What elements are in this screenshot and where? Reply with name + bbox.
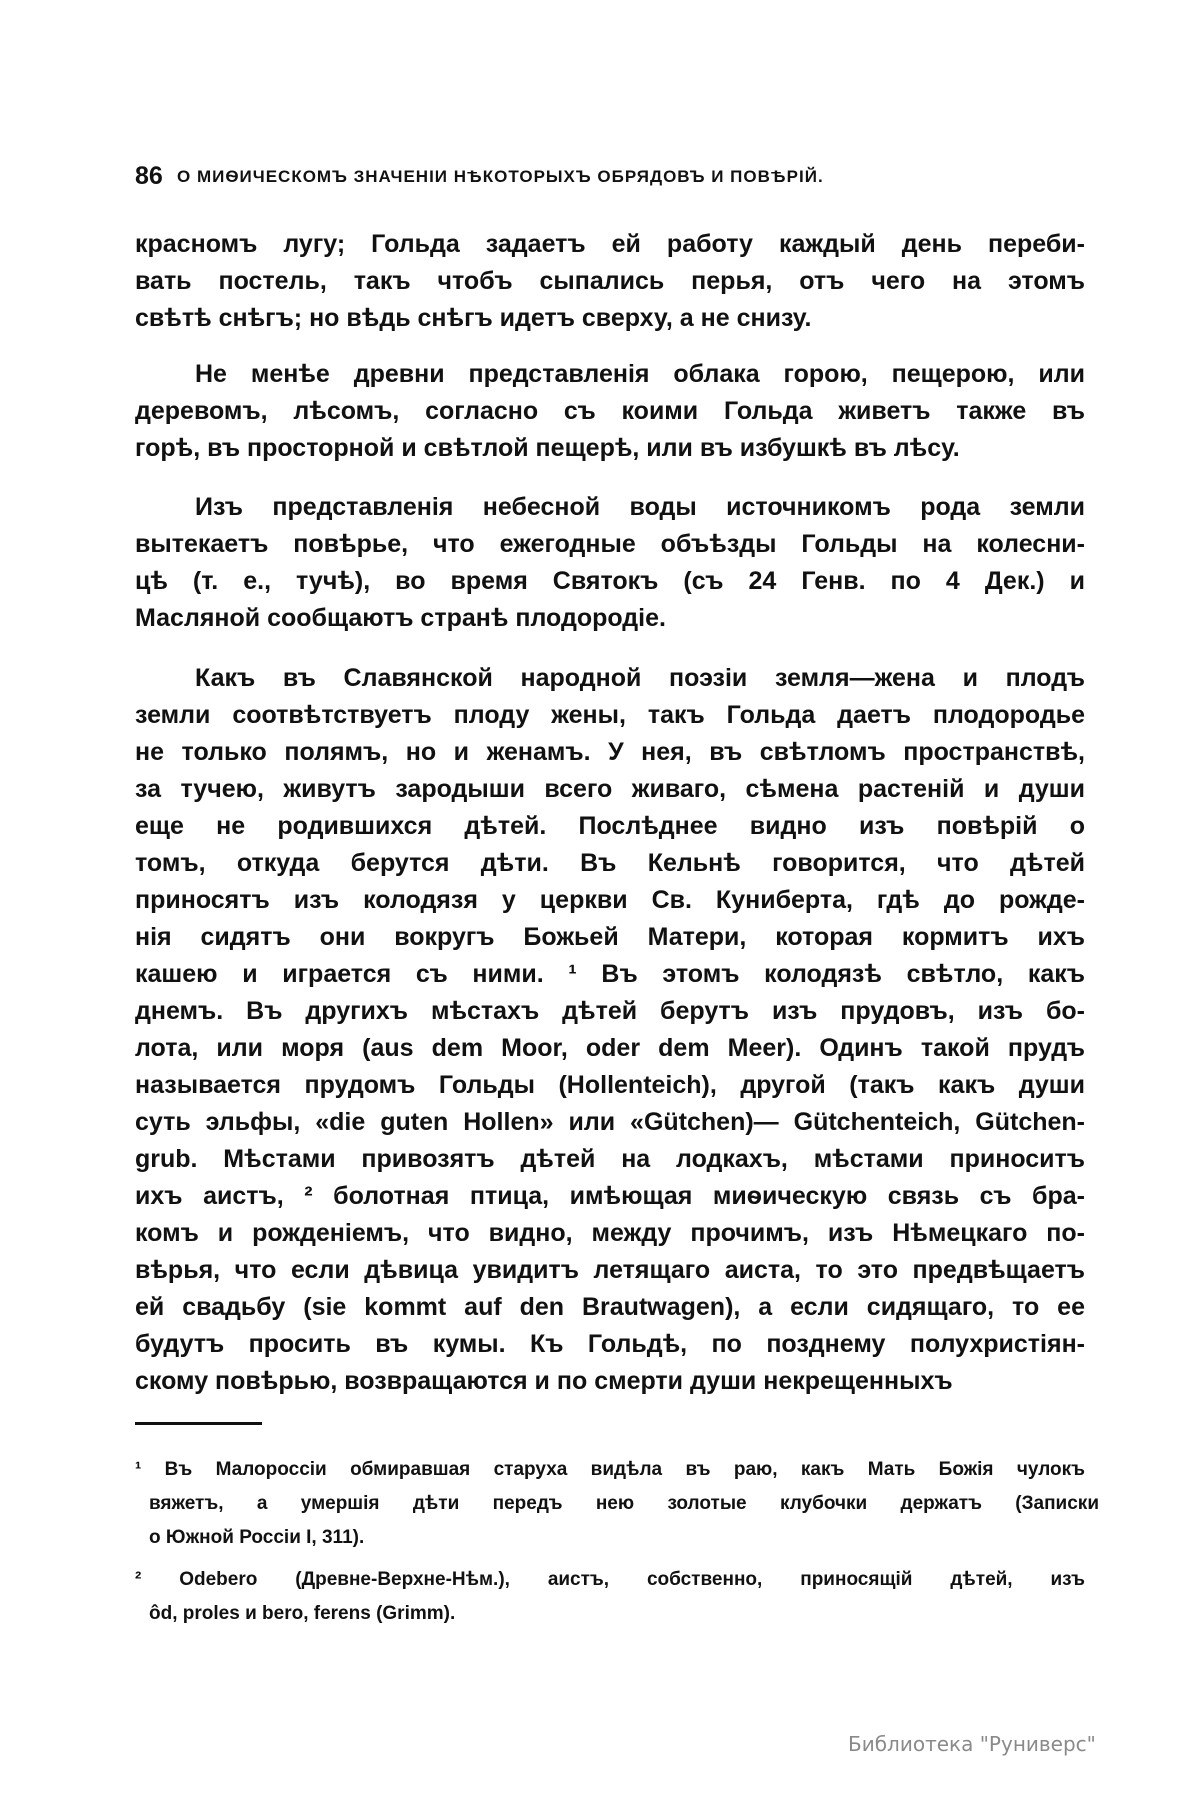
text-line: свѣтѣ снѣгъ; но вѣдь снѣгъ идетъ сверху, а не снизу. xyxy=(135,304,812,332)
footnote xyxy=(135,1453,1099,1555)
text-line: Изъ представленія небесной воды источникомъ рода земли xyxy=(195,493,1085,521)
text-line: Масляной сообщаютъ странѣ плодородіе. xyxy=(135,604,666,632)
library-watermark: Библиотека "Руниверс" xyxy=(848,1732,1096,1756)
text-line: деревомъ, лѣсомъ, согласно съ коими Гольда живетъ также въ xyxy=(135,397,1085,425)
running-title: О МИѲИЧЕСКОМЪ ЗНАЧЕНІИ НѢКОТОРЫХЪ ОБРЯДОВЪ И ПОВѢРІЙ. xyxy=(177,167,824,186)
text-line: Не менѣе древни представленія облака горою, пещерою, или xyxy=(195,360,1085,388)
text-line: томъ, откуда берутся дѣти. Въ Кельнѣ говорится, что дѣтей xyxy=(135,849,1085,877)
footnote-line: вяжетъ, а умершія дѣти передъ нею золотые клубочки держатъ (Записки xyxy=(149,1493,1099,1514)
paragraph xyxy=(135,226,1085,337)
footnote-divider xyxy=(135,1422,262,1425)
footnote xyxy=(135,1563,1085,1631)
text-line: земли соотвѣтствуетъ плоду жены, такъ Гольда даетъ плодородье xyxy=(135,701,1085,729)
page-number: 86 xyxy=(135,162,163,190)
running-header xyxy=(135,162,1025,192)
text-line: скому повѣрью, возвращаются и по смерти души некрещенныхъ xyxy=(135,1367,953,1395)
text-line: цѣ (т. е., тучѣ), во время Святокъ (съ 24 Генв. по 4 Дек.) и xyxy=(135,567,1085,595)
text-line: вать постель, такъ чтобъ сыпались перья, отъ чего на этомъ xyxy=(135,267,1085,295)
text-line: Какъ въ Славянской народной поэзіи земля—жена и плодъ xyxy=(195,664,1085,692)
footnote-line: ² Odebero (Древне-Верхне-Нѣм.), аистъ, собственно, приносящій дѣтей, изъ xyxy=(135,1569,1085,1590)
text-line: не только полямъ, но и женамъ. У нея, въ свѣтломъ пространствѣ, xyxy=(135,738,1085,766)
text-line: лота, или моря (aus dem Moor, oder dem Meer). Одинъ такой прудъ xyxy=(135,1034,1085,1062)
paragraph xyxy=(135,356,1085,467)
text-line: ихъ аистъ, ² болотная птица, имѣющая миѳическую связь съ бра- xyxy=(135,1182,1085,1210)
footnote-line: ¹ Въ Малороссіи обмиравшая старуха видѣла въ раю, какъ Мать Божія чулокъ xyxy=(135,1459,1085,1480)
text-line: еще не родившихся дѣтей. Послѣднее видно изъ повѣрій о xyxy=(135,812,1085,840)
text-line: суть эльфы, «die guten Hollen» или «Gütchen)— Gütchenteich, Gütchen- xyxy=(135,1108,1085,1136)
text-line: ей свадьбу (sie kommt auf den Brautwagen), а если сидящаго, то ее xyxy=(135,1293,1085,1321)
text-line: grub. Мѣстами привозятъ дѣтей на лодкахъ, мѣстами приноситъ xyxy=(135,1145,1085,1173)
paragraph xyxy=(135,489,1085,637)
text-line: горѣ, въ просторной и свѣтлой пещерѣ, или въ избушкѣ въ лѣсу. xyxy=(135,434,960,462)
text-line: нія сидятъ они вокругъ Божьей Матери, которая кормитъ ихъ xyxy=(135,923,1085,951)
paragraph xyxy=(135,660,1085,1400)
text-line: днемъ. Въ другихъ мѣстахъ дѣтей берутъ изъ прудовъ, изъ бо- xyxy=(135,997,1085,1025)
text-line: будутъ просить въ кумы. Къ Гольдѣ, по позднему полухристіян- xyxy=(135,1330,1085,1358)
text-line: красномъ лугу; Гольда задаетъ ей работу каждый день переби- xyxy=(135,230,1085,258)
text-line: вѣрья, что если дѣвица увидитъ летящаго аиста, то это предвѣщаетъ xyxy=(135,1256,1085,1284)
text-line: кашею и играется съ ними. ¹ Въ этомъ колодязѣ свѣтло, какъ xyxy=(135,960,1085,988)
text-line: комъ и рожденіемъ, что видно, между прочимъ, изъ Нѣмецкаго по- xyxy=(135,1219,1085,1247)
footnote-line: ôd, proles и bero, ferens (Grimm). xyxy=(149,1603,456,1624)
footnote-line: о Южной Россіи I, 311). xyxy=(149,1527,365,1548)
text-line: приносятъ изъ колодязя у церкви Св. Куниберта, гдѣ до рожде- xyxy=(135,886,1085,914)
text-line: вытекаетъ повѣрье, что ежегодные объѣзды Гольды на колесни- xyxy=(135,530,1085,558)
text-line: за тучею, живутъ зародыши всего живаго, сѣмена растеній и души xyxy=(135,775,1085,803)
text-line: называется прудомъ Гольды (Hollenteich), другой (такъ какъ души xyxy=(135,1071,1085,1099)
